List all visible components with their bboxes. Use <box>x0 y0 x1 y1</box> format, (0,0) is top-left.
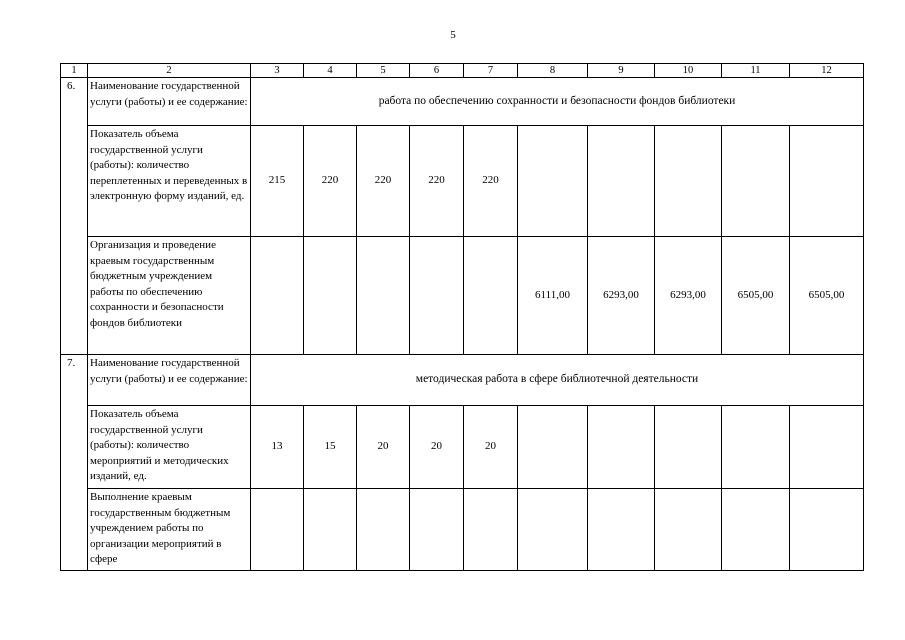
funding-value <box>410 237 464 355</box>
funding-value <box>357 237 410 355</box>
indicator-value <box>588 406 655 489</box>
funding-value <box>655 489 722 571</box>
indicator-value <box>518 406 588 489</box>
service-name-label: Наименование государственной услуги (работы) и ее содержание: <box>88 355 251 406</box>
column-number-row <box>61 64 864 78</box>
indicator-value: 220 <box>357 126 410 237</box>
indicator-value <box>655 406 722 489</box>
funding-value <box>410 489 464 571</box>
indicator-value: 15 <box>304 406 357 489</box>
row-number: 6. <box>61 78 88 355</box>
indicator-value <box>722 406 790 489</box>
col-header: 4 <box>304 64 357 78</box>
funding-value <box>357 489 410 571</box>
col-header: 8 <box>518 64 588 78</box>
indicator-value <box>588 126 655 237</box>
indicator-value <box>655 126 722 237</box>
funding-value: 6111,00 <box>518 237 588 355</box>
funding-label: Выполнение краевым государственным бюджетным учреждением работы по организации мероприятий в сфере <box>88 489 251 571</box>
indicator-value: 20 <box>410 406 464 489</box>
page-number: 5 <box>450 29 456 41</box>
funding-value: 6293,00 <box>588 237 655 355</box>
volume-indicator-row <box>61 126 864 237</box>
service-name-row <box>61 355 864 406</box>
work-name: работа по обеспечению сохранности и безопасности фондов библиотеки <box>251 78 864 126</box>
indicator-value: 20 <box>464 406 518 489</box>
funding-value: 6505,00 <box>790 237 864 355</box>
indicator-value: 13 <box>251 406 304 489</box>
service-name-row <box>61 78 864 126</box>
col-header: 7 <box>464 64 518 78</box>
funding-value <box>518 489 588 571</box>
indicator-value: 220 <box>410 126 464 237</box>
funding-value <box>251 489 304 571</box>
funding-value <box>304 489 357 571</box>
col-header: 10 <box>655 64 722 78</box>
col-header: 1 <box>61 64 88 78</box>
funding-row <box>61 489 864 571</box>
row-number: 7. <box>61 355 88 571</box>
volume-indicator-label: Показатель объема государственной услуги (работы): количество мероприятий и методических изданий, ед. <box>88 406 251 489</box>
indicator-value: 20 <box>357 406 410 489</box>
volume-indicator-row <box>61 406 864 489</box>
funding-value <box>790 489 864 571</box>
funding-label: Организация и проведение краевым государственным бюджетным учреждением работы по обеспечению сохранности и безопасности фондов библиотеки <box>88 237 251 355</box>
col-header: 12 <box>790 64 864 78</box>
funding-value <box>588 489 655 571</box>
indicator-value <box>518 126 588 237</box>
col-header: 11 <box>722 64 790 78</box>
funding-value: 6505,00 <box>722 237 790 355</box>
funding-value <box>464 237 518 355</box>
indicator-value <box>790 406 864 489</box>
budget-table <box>60 63 864 571</box>
volume-indicator-label: Показатель объема государственной услуги (работы): количество переплетенных и переведенных в электронную форму изданий, ед. <box>88 126 251 237</box>
indicator-value: 220 <box>304 126 357 237</box>
funding-value <box>251 237 304 355</box>
indicator-value: 220 <box>464 126 518 237</box>
indicator-value: 215 <box>251 126 304 237</box>
col-header: 2 <box>88 64 251 78</box>
col-header: 9 <box>588 64 655 78</box>
funding-value <box>304 237 357 355</box>
indicator-value <box>722 126 790 237</box>
work-name: методическая работа в сфере библиотечной деятельности <box>251 355 864 406</box>
col-header: 5 <box>357 64 410 78</box>
funding-value: 6293,00 <box>655 237 722 355</box>
service-name-label: Наименование государственной услуги (работы) и ее содержание: <box>88 78 251 126</box>
funding-value <box>464 489 518 571</box>
indicator-value <box>790 126 864 237</box>
col-header: 3 <box>251 64 304 78</box>
col-header: 6 <box>410 64 464 78</box>
funding-value <box>722 489 790 571</box>
funding-row <box>61 237 864 355</box>
